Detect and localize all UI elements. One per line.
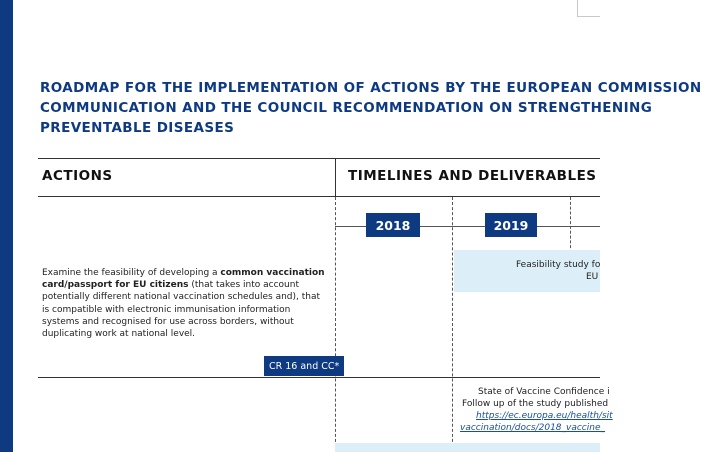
header-column-divider [335,158,336,196]
page-corner-mark [577,0,600,17]
deliverable-line: Follow up of the study published [462,399,609,409]
table-top-rule [38,158,600,159]
title-line-1: ROADMAP FOR THE IMPLEMENTATION OF ACTIONS BY THE EUROPEAN COMMISSION [40,80,702,96]
table-row-separator [38,377,600,378]
title-line-3: PREVENTABLE DISEASES [40,120,235,136]
year-label-2018: 2018 [366,213,420,237]
deliverable-feasibility-study [454,250,600,292]
reference-badge: CR 16 and CC* [264,356,344,376]
timeline-divider-dashed [452,197,453,452]
deliverable-line: State of Vaccine Confidence i [478,387,610,397]
deliverable-line: Feasibility study fo [516,260,601,270]
action-description [42,267,327,340]
actions-column-header: ACTIONS [42,168,113,184]
action-text-start: Examine the feasibility of developing a [42,268,221,278]
study-link[interactable]: vaccination/docs/2018_vaccine_ [460,423,606,433]
deliverable-vaccine-confidence [454,380,613,442]
deliverable-line: EU [586,272,599,282]
study-link[interactable]: https://ec.europa.eu/health/sit [476,411,613,421]
title-line-2: COMMUNICATION AND THE COUNCIL RECOMMENDATION ON STRENGTHENING [40,100,653,116]
table-header-rule [38,196,600,197]
year-label-2019: 2019 [485,213,537,237]
timelines-column-header: TIMELINES AND DELIVERABLES [348,168,597,184]
timeline-divider-dashed [570,197,571,253]
action-text-bold: common vaccination card/passport for EU citizens [42,268,325,291]
roadmap-title [40,78,702,138]
deliverable-band [335,443,600,452]
timeline-divider-dashed [335,197,336,452]
action-text-end: (that takes into account potentially different national vaccination schedules and), that is compatible with electronic immunisation information systems and recognised for use across borders, without duplicating work at national level. [42,280,321,340]
brand-side-bar [0,0,13,452]
